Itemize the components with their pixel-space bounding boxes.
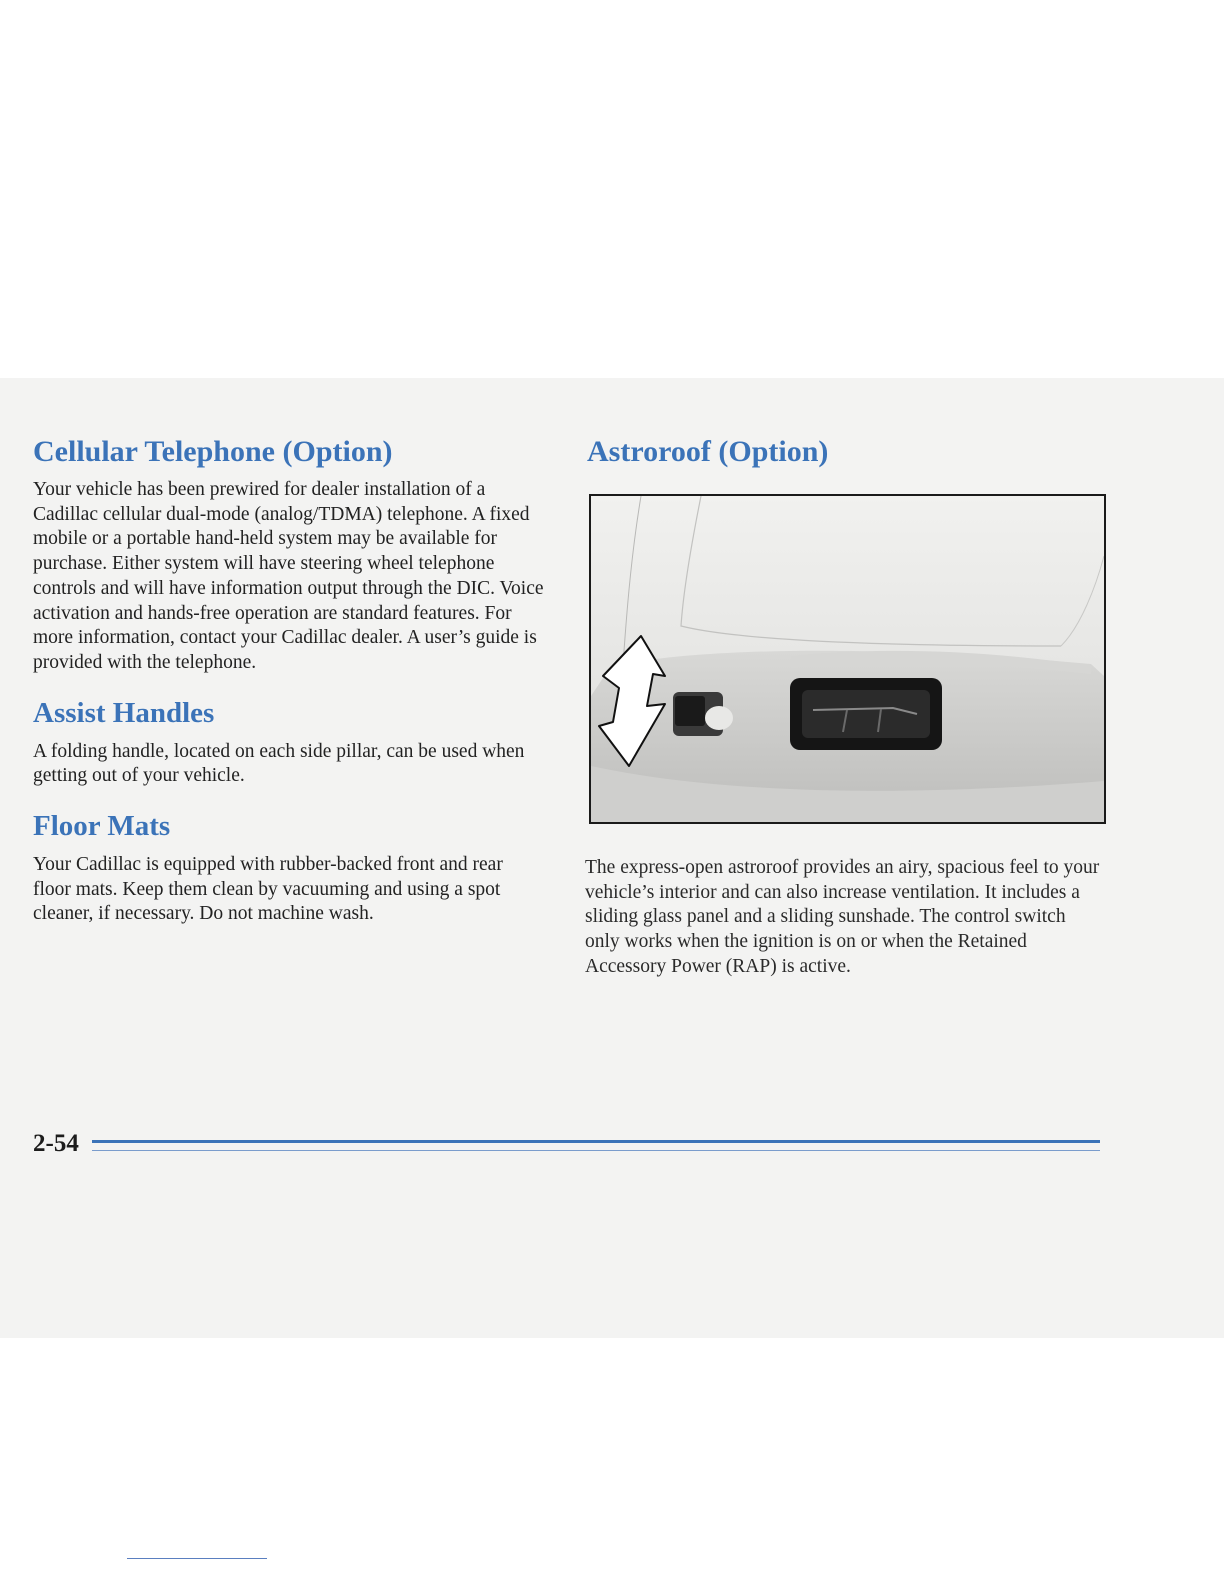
astroroof-heading: Astroroof (Option) [587,435,829,468]
floor-mats-body: Your Cadillac is equipped with rubber-backed front and rear floor mats. Keep them clean by vacuuming and using a spot cleaner, if necessary. Do not machine wash. [33,854,503,925]
page-number: 2-54 [33,1130,79,1157]
footer-rule [92,1140,1100,1151]
left-column [33,432,545,927]
floor-mats-heading: Floor Mats [33,810,171,843]
assist-handles-body: A folding handle, located on each side pillar, can be used when getting out of your vehicle. [33,740,525,787]
assist-handles-heading: Assist Handles [33,696,215,729]
footer-rule-thick [92,1140,1100,1143]
bottom-underline [127,1558,267,1559]
astroroof-body: The express-open astroroof provides an airy, spacious feel to your vehicle’s interior and can also increase ventilation. It includes a sliding glass panel and a sliding sunshade. The control switch only works when the ignition is on or when the Retained Accessory Power (RAP) is active. [585,857,1100,977]
astroroof-control-illustration [589,494,1106,824]
footer-rule-thin [92,1150,1100,1151]
right-column [587,432,1102,472]
overhead-console-drawing [591,496,1104,822]
cellular-telephone-body: Your vehicle has been prewired for dealer installation of a Cadillac cellular dual-mode (analog/TDMA) telephone. A fixed mobile or a portable hand-held system may be available for purchase. Either system will have steering wheel telephone controls and will have information output through the DIC. Voice activation and hands-free operation are standard features. For more information, contact your Cadillac dealer. A user’s guide is provided with the telephone. [33,479,544,673]
cellular-telephone-heading: Cellular Telephone (Option) [33,435,393,468]
